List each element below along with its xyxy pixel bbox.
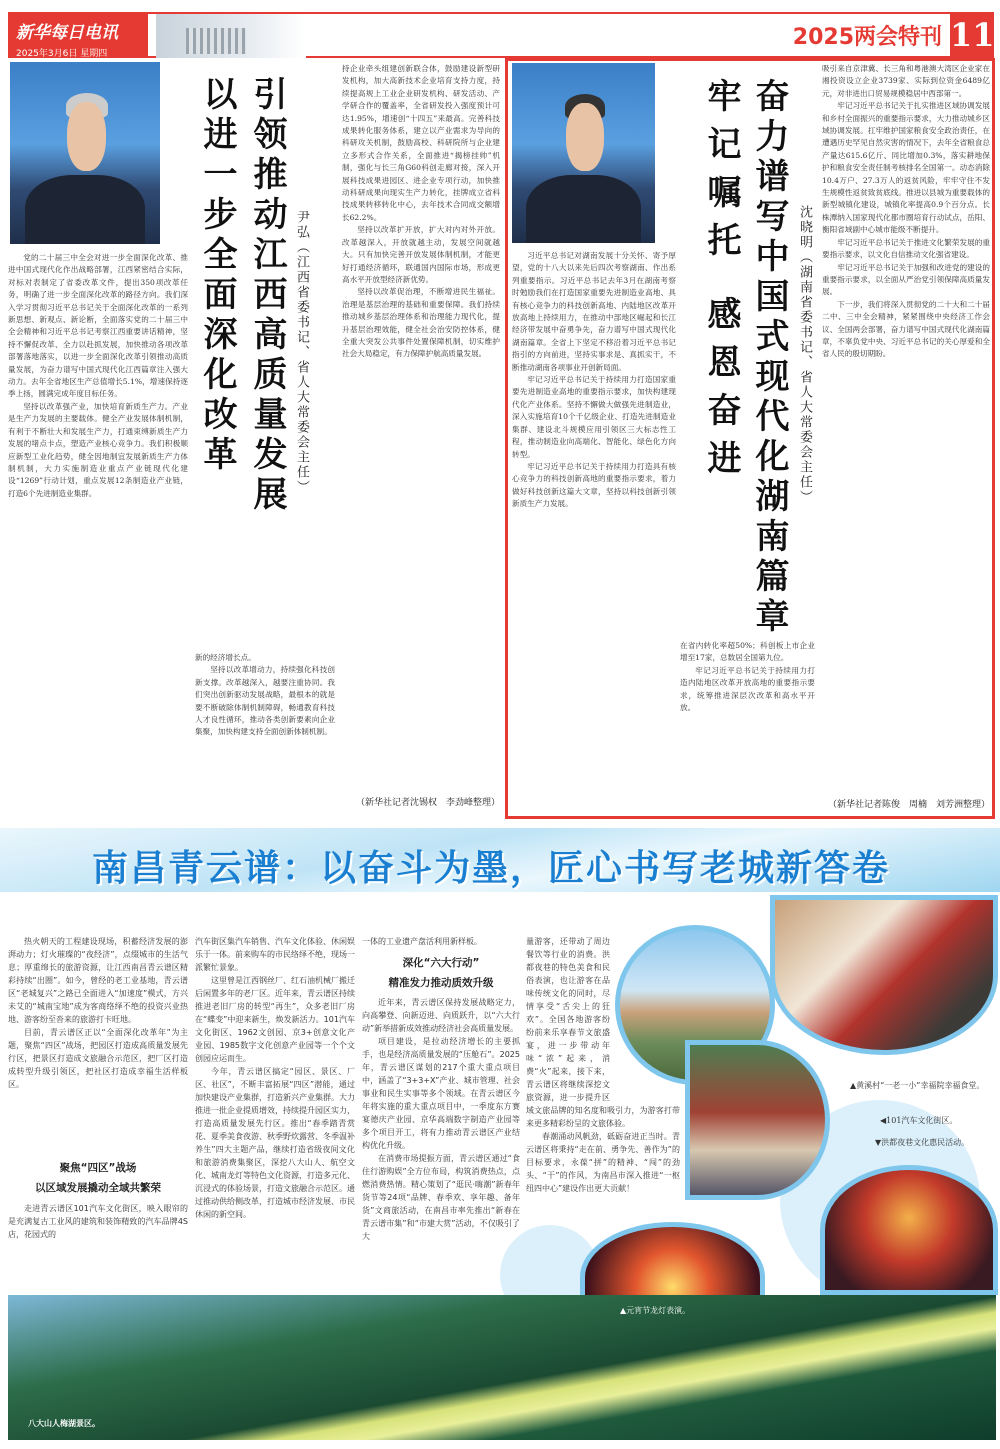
article-column	[680, 640, 815, 790]
paragraph: 习近平总书记对湖南发展十分关怀、寄予厚望，党的十八大以来先后四次考察湖南、作出系列重要指示。习近平总书记去年3月在湖南考察时勉励我们在打造国家重要先进制造业高地、具有核心竞争力的科技创新高地、内陆地区改革开放高地上持续用力，在推动中部地区崛起和长江经济带发展中奋勇争先，奋力谱写中国式现代化湖南篇章。全省上下坚定不移沿着习近平总书记指引的方向前进，坚持实事求是、真抓实干，不断推动湖南各项事业开创新局面。	[512, 251, 676, 372]
article-column	[512, 250, 676, 812]
headline-main: 奋力谱写中国式现代化湖南篇章	[749, 78, 789, 638]
byline: 沈晓明（湖南省委书记、省人大常委会主任）	[797, 205, 812, 505]
paragraph: 近年来，青云谱区保持发展战略定力，向高攀登、向新迈进、向质跃升，以“六大行动”新举措新成效推动经济社会高质量发展。	[362, 998, 520, 1033]
headline-sub: 以进一步全面深化改革	[197, 76, 237, 476]
paragraph: 在省内转化率超50%；科创板上市企业增至17家，总数居全国第九位。	[680, 641, 815, 663]
photo-caption: ▲黄溪村“一老一小”幸福院幸福食堂。	[850, 1081, 985, 1090]
paragraph: 一体的工业遗产盘活利用新样板。	[362, 937, 482, 946]
feature-title: 南昌青云谱：以奋斗为墨，匠心书写老城新答卷	[92, 848, 891, 889]
paragraph: 目前，青云谱区正以“全面深化改革年”为主题，聚焦“四区”战场，把园区打造成高质量发展先行区，把景区打造成文旅融合示范区，把厂区打造成转型升级引领区，把社区打造成幸福生活样板区。	[8, 1028, 188, 1089]
headline-sub: 牢记嘱托 感恩奋进	[701, 78, 741, 488]
photo-caption: ▼洪都夜巷文化惠民活动。	[875, 1138, 970, 1147]
article-column	[195, 652, 335, 812]
brand-logo: 新华每日电讯	[16, 23, 118, 43]
subheading: 聚焦“四区”战场	[59, 1162, 137, 1174]
page-number: 11	[950, 12, 994, 58]
paragraph: 项目建设，是拉动经济增长的主要抓手，也是经济高质量发展的“压舱石”。2025年，青云谱区谋划的217个重大重点项目中，涵盖了“3+3+X”产业、城市管理、社会事业和民生实事等多个领域。在青云谱区今年将实施的重大重点项目中，一季度东方赛宴德庆产业园、京华高端数字制造产业园等多个项目开工，将有力推动青云谱区产业结构优化升级。	[362, 1037, 520, 1150]
paragraph: 春潮涌动风帆劲，砥砺奋进正当时。青云谱区将秉持“走在前、勇争先、善作为”的目标要求，永葆“拼”的精神、“闯”的劲头、“干”的作风，为南昌市深入推进“一枢纽四中心”建设作出更大贡献！	[526, 1132, 680, 1193]
photo-caption: ▲元宵节龙灯表演。	[620, 1306, 691, 1315]
feature-column	[8, 935, 188, 1155]
issue-date: 2025年3月6日 星期四	[16, 49, 108, 59]
paragraph: 热火朝天的工程建设现场，积蓄经济发展的澎湃动力；灯火璀璨的“夜经济”，点缀城市的生活气息；厚重绵长的旅游资源，让江西南昌青云谱区精彩持续“出圈”。如今，曾经的老工业基地，青云谱区“老城复兴”之路已全面进入“加速度”模式，方兴未艾的“城南宝地”成为客商络绎不绝的投资兴业热地、游客纷至沓来的旅游打卡旺地。	[8, 937, 188, 1024]
paragraph: 下一步，我们将深入贯彻党的二十大和二十届二中、三中全会精神，紧紧围绕中央经济工作会议、全国两会部署，奋力谱写中国式现代化湖南篇章，不辜负党中央、习近平总书记的关心厚爱和全省人民的殷切期盼。	[822, 299, 990, 359]
author-portrait-photo	[512, 63, 655, 243]
paragraph: 量游客，还带动了周边餐饮等行业的消费。洪都夜巷的特色美食和民俗表演，也让游客在品味传统文化的同时，尽情享受“舌尖上的狂欢”。全国各地游客纷纷前来乐享春节文旅盛宴，进一步带动年味“浓”起来，消费“火”起来，接下来，青云谱区将继续深挖文旅资源，进一步提升区域文旅品牌的知名度和吸引力，为游客打带来更多精彩纷呈的文旅体验。	[526, 937, 680, 1128]
paragraph: 牢记习近平总书记关于扎实推进区域协调发展和乡村全面振兴的重要指示要求，大力推动城乡区域协调发展。扛牢维护国家粮食安全政治责任，在遭遇历史罕见自然灾害的情况下，去年全省粮食总产量达615.6亿斤、同比增加0.3%，落实耕地保护和粮食安全责任制考核排名全国第一。动态消除10.4万户、27.3万人的返贫风险，牢牢守住不发生规模性返贫致贫底线。推进以县城为重要载体的新型城镇化建设，城镇化率提高0.9个百分点。长株潭纳入国家现代化都市圈培育行动试点，岳阳、衡阳省域副中心城市能级不断提升。	[822, 101, 990, 235]
paragraph: 牢记习近平总书记关于持续用力打造国家重要先进制造业高地的重要指示要求，加快构建现代化产业体系。坚持不懈做大做强先进制造业，深入实施培育10个千亿级企业、打造先进制造业集群、建设北斗规模应用引领区三大标志性工程，推动制造业向高端化、智能化、绿色化方向转型。	[512, 375, 676, 459]
paragraph: 坚持以改革扩开放，扩大对内对外开放。改革越深入，开放就越主动，发展空间就越大。只有加快完善开放发展体制机制，才能更好打通经济循环，联通国内国际市场，形成更高水平开放型经济新优势。	[342, 225, 500, 284]
byline: 尹弘（江西省委书记、省人大常委会主任）	[294, 210, 309, 495]
paragraph: 党的二十届三中全会对进一步全面深化改革、推进中国式现代化作出战略部署，江西紧密结合实际，对标对表制定了省委改革文件，提出350项改革任务，明确了进一步全面深化改革的路径方向。我们深入学习贯彻习近平总书记关于全面深化改革的一系列新思想、新观点、新论断，全面落实党的二十届三中全会精神和习近平总书记考察江西重要讲话精神，坚持不懈促改革、全力以赴抓发展，加快推动各项改革部署落地落实，以进一步全面深化改革引领推动高质量发展，为奋力谱写中国式现代化江西篇章注入强大动力。去年全省地区生产总值增长5.1%，增速保持逐季上扬，圆满完成年度目标任务。	[8, 253, 188, 399]
subheading: 精准发力推动质效升级	[388, 977, 494, 989]
feature-column	[195, 935, 355, 1247]
paragraph: 牢记习近平总书记关于加强和改进党的建设的重要指示要求，以全面从严治党引领保障高质量发展。	[822, 262, 990, 297]
car-street-photo	[685, 1040, 830, 1200]
masthead	[8, 12, 994, 58]
paragraph: 牢记习近平总书记关于持续用力打造具有核心竞争力的科技创新高地的重要指示要求，着力做好科技创新这篇大文章，坚持以科技创新引领新质生产力发展。	[512, 461, 676, 509]
photo-caption: ◀101汽车文化街区。	[880, 1116, 958, 1125]
night-alley-photo	[820, 1165, 998, 1295]
meihu-scenic-area-photo	[8, 1295, 996, 1440]
paragraph: 在消费市场提振方面，青云谱区通过“食住行游购娱”全方位布局，构筑消费热点，点燃消费热情。精心策划了“逛民·嗨潮”新春年货节等24项“品牌、春季欢、享年趣、备年货”文商旅活动，在南昌市率先推出“新春在青云谱市集”和“市建大赏”活动，不仅吸引了大	[362, 1154, 520, 1241]
paragraph: 吸引来自京津冀、长三角和粤港澳大湾区企业家在湘投资设立企业3739家、实际到位资金6489亿元，对非进出口贸易规模稳居中西部第一。	[822, 64, 990, 98]
article-column	[8, 252, 188, 812]
feature-column	[362, 935, 520, 948]
subheading: 以区域发展撬动全域共繁荣	[35, 1182, 161, 1194]
article-column	[822, 63, 990, 793]
feature-column	[362, 996, 520, 1248]
editor-credit: （新华社记者沈锡权 李劲峰整理）	[355, 798, 500, 808]
paragraph: 坚持以改革增动力，持续强化科技创新支撑。改革越深入，越要注重协同。我们突出创新驱动发展战略，最根本的就是要不断破除体制机制障碍，畅通教育科技人才良性循环，推动各类创新要素向企业集聚，加快构建支持全面创新体制机制。	[195, 665, 335, 737]
paragraph: 汽车街区集汽车销售、汽车文化体验、休闲娱乐于一体。前来购车的市民络绎不绝，现场一派繁忙景象。	[195, 937, 355, 972]
editor-credit: （新华社记者陈俊 周楠 刘芳洲整理）	[827, 800, 990, 810]
paragraph: 今年，青云谱区搞定“园区、景区、厂区、社区”，不断丰富拓展“四区”潜能，通过加快建设产业集群，打造新兴产业集群。大力推进一批企业提质增效，持续提升园区实力，打造高质量发展先行区。推出“春季踏青赏花、夏季美食夜游、秋季野炊露营、冬季温补养生”四大主题产品，继续打造省级夜间文化和旅游消费集聚区，深挖八大山人、航空文化、城南龙灯等特色文化资源，打造多元化、沉浸式的体验场景，打造文旅融合示范区。通过推动供给侧改革，打造城市经济发展、市民休闲的新空间。	[195, 1067, 355, 1219]
subheading: 深化“六大行动”	[402, 957, 480, 969]
paragraph: 牢记习近平总书记关于持续用力打造内陆地区改革开放高地的重要指示要求，统筹推进深层次改革和高水平开放。	[680, 665, 815, 713]
paragraph: 牢记习近平总书记关于推进文化繁荣发展的重要指示要求，以文化自信推动文化强省建设。	[822, 237, 990, 260]
brand-block	[8, 14, 148, 58]
headline-main: 引领推动江西高质量发展	[247, 76, 287, 516]
photo-caption: 八大山人梅湖景区。	[28, 1418, 100, 1428]
canteen-photo	[770, 895, 998, 1055]
paragraph: 坚持以改革促治理，不断增进民生福祉。治理是基层治理的基础和重要保障。我们持续推动城乡基层治理体系和治理能力现代化，提升基层治理效能，健全社会治安防控体系，健全重大突发公共事件处置保障机制，切实维护社会大局稳定，有力保障护航高质量发展。	[342, 287, 500, 359]
author-portrait-photo	[10, 62, 160, 244]
special-edition-title: 2025两会特刊	[792, 25, 942, 50]
paragraph: 这里曾是江西钢丝厂、红石油机械厂搬迁后闲置多年的老厂区。近年来，青云谱区持续推进老旧厂房的转型“再生”，众多老旧厂房在“蝶变”中迎来新生，焕发新活力。101汽车文化街区、1962文创园、京3+创意文化产业园、1985数字文化创意产业园等一个个文创园应运而生。	[195, 976, 355, 1063]
feature-banner	[0, 828, 1000, 892]
great-hall-image	[156, 14, 306, 58]
paragraph: 新的经济增长点。	[195, 653, 256, 662]
article-column	[342, 63, 500, 768]
paragraph: 坚持以改革强产业，加快培育新质生产力。产业是生产力发展的主要载体。健全产业发展体制机制，有利于不断壮大和发展生产力，打通束缚新质生产力发展的堵点卡点，塑造产业核心竞争力。我们积极顺应新型工业化趋势，健全因地制宜发展新质生产力体制机制，大力实施制造业重点产业链现代化建设“1269”行动计划，重点发展12条制造业产业链，打造6个先进制造业集群。	[8, 401, 188, 498]
paragraph: 持企业牵头组建创新联合体，鼓励建设新型研发机构，加大高新技术企业培育支持力度，持续提高规上工业企业研发机构、研发活动、产学研合作的覆盖率，全省研发投入强度预计可达1.95%，增速创“十四五”来最高。完善科技成果转化服务体系，建立以产业需求为导向的科研攻关机制，鼓励高校、科研院所与企业建立多形式合作关系，全面推进“揭榜挂帅”机制，强化与长三角G60科创走廊对接，深入开展科技成果进园区、进企业专项行动，加快推动科研成果向现实生产力转化，挂牌成立省科技成果转移转化中心，去年技术合同成交额增长62.2%。	[342, 64, 500, 222]
feature-column	[8, 1202, 188, 1247]
paragraph: 走进青云谱区101汽车文化街区，映入眼帘的是充满复古工业风的建筑和装饰精致的汽车品牌4S店，花园式的	[8, 1204, 188, 1239]
